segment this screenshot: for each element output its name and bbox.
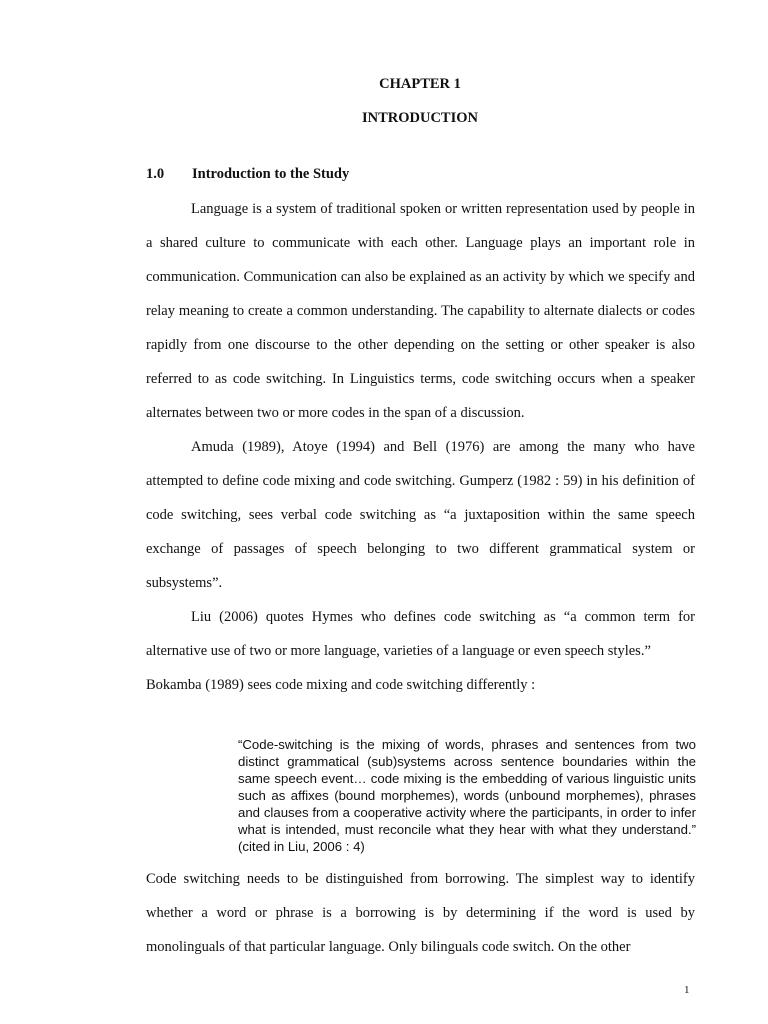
paragraph: Code switching needs to be distinguished from borrowing. The simplest way to identify whether a word or phrase is a borrowing is by determining if the word is used by monolinguals of that particular language. Only bilinguals code switch. On the other <box>146 871 695 955</box>
paragraph: Liu (2006) quotes Hymes who defines code switching as “a common term for alternative use of two or more language, varieties of a language or even speech styles.” <box>146 609 695 659</box>
page-number: 1 <box>684 984 690 996</box>
paragraph: Language is a system of traditional spoken or written representation used by people in a shared culture to communicate with each other. Language plays an important role in communication. Communication can also be explained as an activity by which we specify and relay meaning to create a common understanding. The capability to alternate dialects or codes rapidly from one discourse to the other depending on the setting or other speaker is also referred to as code switching. In Linguistics terms, code switching occurs when a speaker alternates between two or more codes in the span of a discussion. <box>146 201 695 421</box>
body-text <box>146 192 695 702</box>
paragraph: Amuda (1989), Atoye (1994) and Bell (1976) are among the many who have attempted to define code mixing and code switching. Gumperz (1982 : 59) in his definition of code switching, sees verbal code switching as “a juxtaposition within the same speech exchange of passages of speech belonging to two different grammatical system or subsystems”. <box>146 439 695 591</box>
chapter-label: CHAPTER 1 <box>379 76 461 92</box>
section-number: 1.0 <box>146 166 165 182</box>
section-title: Introduction to the Study <box>192 166 350 182</box>
paragraph: Bokamba (1989) sees code mixing and code switching differently : <box>146 677 536 693</box>
closing-text <box>146 862 695 964</box>
block-quote: “Code-switching is the mixing of words, phrases and sentences from two distinct grammatical (sub)systems across sentence boundaries within the same speech event… code mixing is the embedding of various linguistic units such as affixes (bound morphemes), words (unbound morphemes), phrases and clauses from a cooperative activity where the participants, in order to infer what is intended, must reconcile what they hear with what they understand.” (cited in Liu, 2006 : 4) <box>238 737 696 854</box>
chapter-title: INTRODUCTION <box>361 110 478 126</box>
section-heading <box>146 166 349 183</box>
